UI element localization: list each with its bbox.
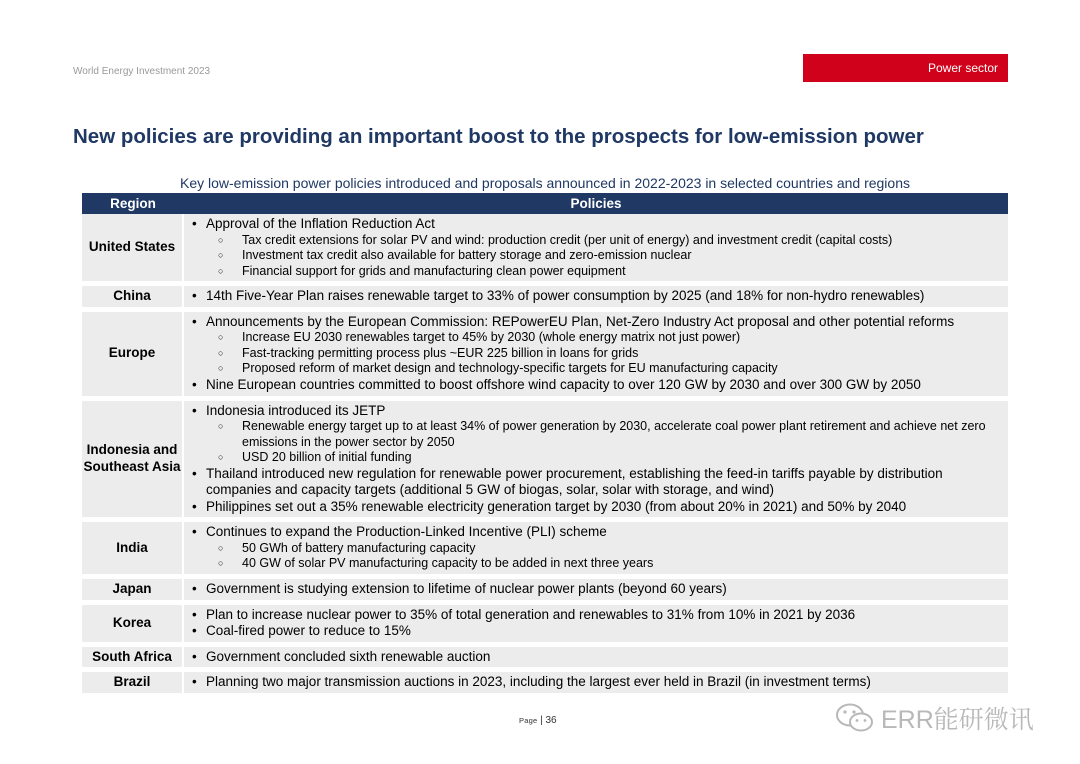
region-label: Korea (112, 614, 152, 630)
policy-bullet (191, 216, 1004, 279)
policy-sub-list (206, 541, 1004, 572)
policy-bullet (191, 377, 1004, 394)
policy-sub-list (206, 233, 1004, 280)
policy-list (191, 403, 1004, 516)
policies-cell (184, 307, 1008, 396)
policy-sub-bullet: ○ 40 GW of solar PV manufacturing capacity to be added in next three years (206, 556, 1004, 572)
policy-list (191, 674, 1004, 691)
policy-sub-list (206, 330, 1004, 377)
region-cell (82, 307, 184, 396)
policies-column-header: Policies (184, 193, 1008, 214)
policies-cell (184, 642, 1008, 668)
region-cell (82, 281, 184, 307)
policy-sub-bullet: ○ Renewable energy target up to at least 34% of power generation by 2030, accelerate coal power plant retirement and achieve net zero emissions in the power sector by 2050 (206, 419, 1004, 450)
policy-list (191, 524, 1004, 572)
policies-cell (184, 574, 1008, 600)
policy-sub-bullet: ○ Investment tax credit also available for battery storage and zero-emission nuclear (206, 248, 1004, 264)
policy-text: Approval of the Inflation Reduction Act (206, 216, 435, 231)
section-tab-label: Power sector (927, 61, 998, 75)
policy-bullet (191, 499, 1004, 516)
region-cell (82, 600, 184, 642)
region-cell (82, 642, 184, 668)
policy-text: 14th Five-Year Plan raises renewable target to 33% of power consumption by 2025 (and 18% for non-hydro renewables) (206, 288, 925, 304)
policies-cell (184, 214, 1008, 281)
policy-sub-bullet: ○ Tax credit extensions for solar PV and wind: production credit (per unit of energy) and investment credit (capital costs) (206, 233, 1004, 249)
policies-cell (184, 667, 1008, 693)
table-row (82, 214, 1008, 281)
policies-cell (184, 600, 1008, 642)
wechat-icon (835, 702, 875, 734)
table-header-row (82, 193, 1008, 214)
policy-text: Government is studying extension to lifetime of nuclear power plants (beyond 60 years) (206, 581, 727, 597)
page-word: Page (519, 716, 538, 725)
policy-bullet (191, 314, 1004, 377)
table-row (82, 642, 1008, 668)
region-column-header: Region (82, 193, 184, 214)
policy-text: Coal-fired power to reduce to 15% (206, 623, 411, 639)
policy-bullet (191, 466, 1004, 499)
policy-bullet (191, 649, 1004, 666)
policy-list (191, 288, 1004, 305)
policy-list (191, 314, 1004, 394)
region-label: China (113, 288, 151, 304)
region-label: United States (88, 239, 176, 255)
region-label: Europe (108, 345, 156, 361)
region-cell (82, 214, 184, 281)
policy-text: Philippines set out a 35% renewable electricity generation target by 2030 (from about 20% in 2021) and 50% by 2040 (206, 498, 907, 514)
policy-text: Indonesia introduced its JETP (206, 402, 386, 418)
document-name: World Energy Investment 2023 (73, 66, 211, 77)
policy-bullet (191, 403, 1004, 466)
watermark-text: ERR能研微讯 (881, 706, 1034, 734)
policy-table (82, 193, 1008, 693)
region-cell (82, 517, 184, 574)
page-separator: | (540, 715, 546, 726)
page-number-value: 36 (545, 715, 557, 726)
policy-sub-bullet: ○ Financial support for grids and manufacturing clean power equipment (206, 264, 1004, 280)
region-label: Japan (112, 581, 152, 597)
table-row (82, 600, 1008, 642)
policy-text: Plan to increase nuclear power to 35% of total generation and renewables to 31% from 10% in 2021 by 2036 (206, 606, 856, 622)
table-row (82, 396, 1008, 518)
policy-sub-bullet: ○ Proposed reform of market design and technology-specific targets for EU manufacturing capacity (206, 361, 1004, 377)
policies-cell (184, 517, 1008, 574)
page-number (519, 715, 557, 726)
policy-list (191, 649, 1004, 666)
policy-text: Nine European countries committed to boost offshore wind capacity to over 120 GW by 2030 and over 300 GW by 2050 (206, 377, 921, 393)
table-row (82, 667, 1008, 693)
policy-text: Continues to expand the Production-Linked Incentive (PLI) scheme (206, 524, 607, 540)
policy-bullet (191, 623, 1004, 640)
policy-bullet (191, 674, 1004, 691)
policy-bullet (191, 524, 1004, 572)
watermark (835, 700, 1034, 736)
policy-list (191, 607, 1004, 640)
policy-sub-bullet: ○ Fast-tracking permitting process plus ~EUR 225 billion in loans for grids (206, 346, 1004, 362)
region-label: South Africa (92, 648, 172, 664)
policy-list (191, 216, 1004, 279)
policy-text: Thailand introduced new regulation for renewable power procurement, establishing the feed-in tariffs payable by distribution companies and capacity targets (additional 5 GW of biogas, solar, solar with storage, and wind) (206, 465, 943, 498)
region-cell (82, 574, 184, 600)
table-body (82, 214, 1008, 693)
table-row (82, 307, 1008, 396)
table-caption: Key low-emission power policies introduced and proposals announced in 2022-2023 in selected countries and regions (179, 175, 910, 191)
policy-sub-bullet: ○ Increase EU 2030 renewables target to 45% by 2030 (whole energy matrix not just power) (206, 330, 1004, 346)
page-title: New policies are providing an important boost to the prospects for low-emission power (73, 125, 924, 148)
policy-text: Planning two major transmission auctions in 2023, including the largest ever held in Brazil (in investment terms) (206, 674, 871, 690)
table-row (82, 281, 1008, 307)
policy-text: Announcements by the European Commission: REPowerEU Plan, Net-Zero Industry Act proposal and other potential reforms (206, 313, 955, 329)
policy-bullet (191, 581, 1004, 598)
region-label: India (116, 539, 148, 555)
region-cell (82, 396, 184, 518)
policy-sub-bullet: ○ USD 20 billion of initial funding (206, 450, 1004, 466)
policy-bullet (191, 288, 1004, 305)
policies-cell (184, 396, 1008, 518)
region-cell (82, 667, 184, 693)
policy-text: Government concluded sixth renewable auction (206, 648, 491, 664)
section-tab (803, 54, 1008, 82)
region-label: Brazil (113, 674, 151, 690)
policy-sub-bullet: ○ 50 GWh of battery manufacturing capacity (206, 541, 1004, 557)
policy-bullet (191, 607, 1004, 624)
policies-cell (184, 281, 1008, 307)
region-label: Indonesia and Southeast Asia (83, 442, 181, 474)
table-row (82, 517, 1008, 574)
policy-sub-list (206, 419, 1004, 466)
table-row (82, 574, 1008, 600)
policy-list (191, 581, 1004, 598)
